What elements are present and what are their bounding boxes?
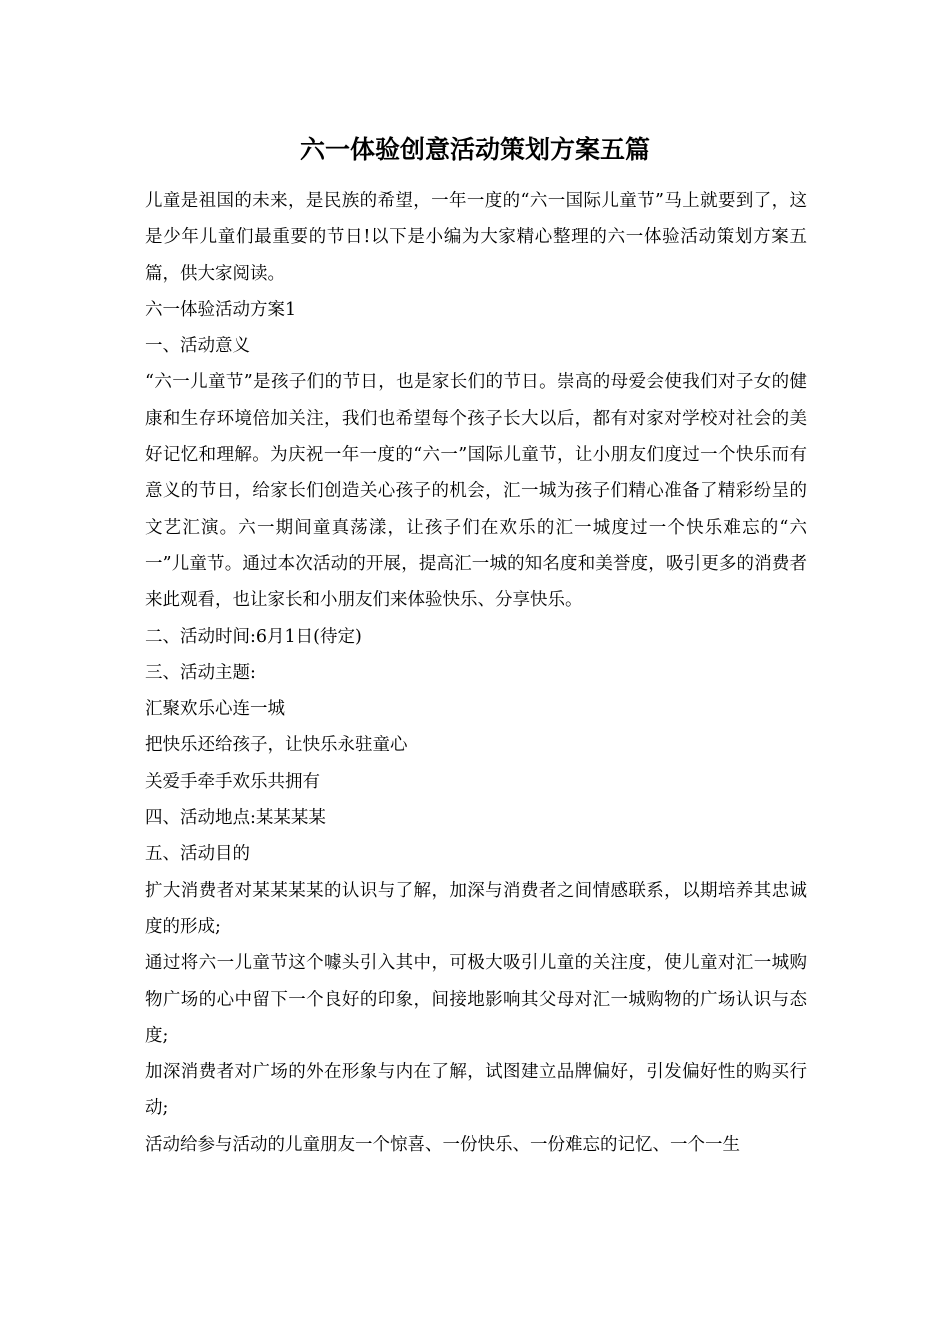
paragraph-time: 二、活动时间:6月1日(待定)	[145, 626, 362, 647]
paragraph-section-1-heading: 一、活动意义	[145, 336, 250, 357]
document-body	[145, 183, 807, 1163]
paragraph-location: 四、活动地点:某某某某	[145, 808, 326, 829]
paragraph-theme-1: 汇聚欢乐心连一城	[145, 699, 285, 720]
paragraph-purpose-4: 活动给参与活动的儿童朋友一个惊喜、一份快乐、一份难忘的记忆、一个一生	[145, 1134, 740, 1155]
paragraph-purpose-3: 加深消费者对广场的外在形象与内在了解，试图建立品牌偏好，引发偏好性的购买行动;	[145, 1062, 807, 1119]
paragraph-theme-heading: 三、活动主题:	[145, 662, 256, 683]
paragraph-purpose-1: 扩大消费者对某某某某的认识与了解，加深与消费者之间情感联系，以期培养其忠诚度的形成;	[145, 880, 807, 937]
paragraph-purpose-heading: 五、活动目的	[145, 844, 250, 865]
paragraph-intro: 儿童是祖国的未来，是民族的希望，一年一度的“六一国际儿童节”马上就要到了，这是少年儿童们最重要的节日!以下是小编为大家精心整理的六一体验活动策划方案五篇，供大家阅读。	[145, 191, 807, 284]
paragraph-significance: “六一儿童节”是孩子们的节日，也是家长们的节日。崇高的母爱会使我们对子女的健康和生存环境倍加关注，我们也希望每个孩子长大以后，都有对家对学校对社会的美好记忆和理解。为庆祝一年一度的“六一”国际儿童节，让小朋友们度过一个快乐而有意义的节日，给家长们创造关心孩子的机会，汇一城为孩子们精心准备了精彩纷呈的文艺汇演。六一期间童真荡漾，让孩子们在欢乐的汇一城度过一个快乐难忘的“六一”儿童节。通过本次活动的开展，提高汇一城的知名度和美誉度，吸引更多的消费者来此观看，也让家长和小朋友们来体验快乐、分享快乐。	[145, 372, 807, 611]
paragraph-theme-2: 把快乐还给孩子，让快乐永驻童心	[145, 735, 408, 756]
document-title: 六一体验创意活动策划方案五篇	[299, 135, 650, 164]
paragraph-plan-heading: 六一体验活动方案1	[145, 299, 297, 320]
paragraph-theme-3: 关爱手牵手欢乐共拥有	[145, 771, 320, 792]
paragraph-purpose-2: 通过将六一儿童节这个噱头引入其中，可极大吸引儿童的关注度，使儿童对汇一城购物广场的心中留下一个良好的印象，间接地影响其父母对汇一城购物的广场认识与态度;	[145, 953, 807, 1046]
